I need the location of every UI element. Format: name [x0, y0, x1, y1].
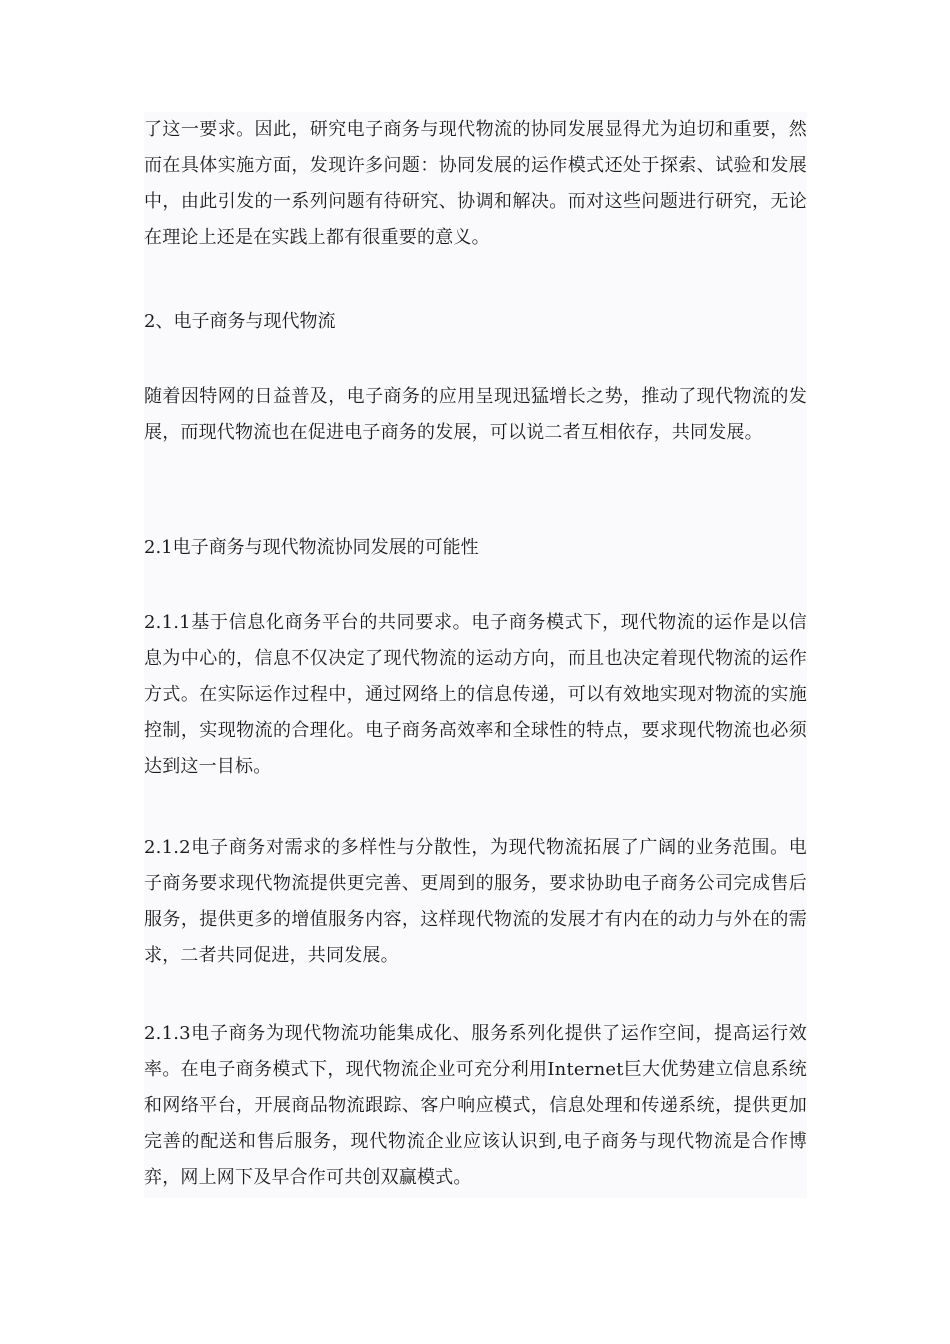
- paragraph: 了这一要求。因此，研究电子商务与现代物流的协同发展显得尤为迫切和重要，然而在具体实施方面，发现许多问题：协同发展的运作模式还处于探索、试验和发展中，由此引发的一系列问题有待研究、协调和解决。而对这些问题进行研究，无论在理论上还是在实践上都有很重要的意义。: [144, 119, 807, 248]
- paragraph: 2.1.2电子商务对需求的多样性与分散性，为现代物流拓展了广阔的业务范围。电子商务要求现代物流提供更完善、更周到的服务，要求协助电子商务公司完成售后服务，提供更多的增值服务内容，这样现代物流的发展才有内在的动力与外在的需求，二者共同促进，共同发展。: [144, 837, 807, 966]
- paragraph: 随着因特网的日益普及，电子商务的应用呈现迅猛增长之势，推动了现代物流的发展，而现代物流也在促进电子商务的发展，可以说二者互相依存，共同发展。: [144, 386, 807, 443]
- subsection-heading: 2.1电子商务与现代物流协同发展的可能性: [144, 537, 479, 558]
- paragraph: 2.1.3电子商务为现代物流功能集成化、服务系列化提供了运作空间，提高运行效率。在电子商务模式下，现代物流企业可充分利用Internet巨大优势建立信息系统和网络平台，开展商品物流跟踪、客户响应模式，信息处理和传递系统，提供更加完善的配送和售后服务，现代物流企业应该认识到,电子商务与现代物流是合作博弈，网上网下及早合作可共创双赢模式。: [144, 1023, 807, 1188]
- paragraph: 2.1.1基于信息化商务平台的共同要求。电子商务模式下，现代物流的运作是以信息为中心的，信息不仅决定了现代物流的运动方向，而且也决定着现代物流的运作方式。在实际运作过程中，通过网络上的信息传递，可以有效地实现对物流的实施控制，实现物流的合理化。电子商务高效率和全球性的特点，要求现代物流也必须达到这一目标。: [144, 612, 807, 777]
- document-body: [144, 112, 807, 1198]
- section-heading: 2、电子商务与现代物流: [144, 311, 336, 332]
